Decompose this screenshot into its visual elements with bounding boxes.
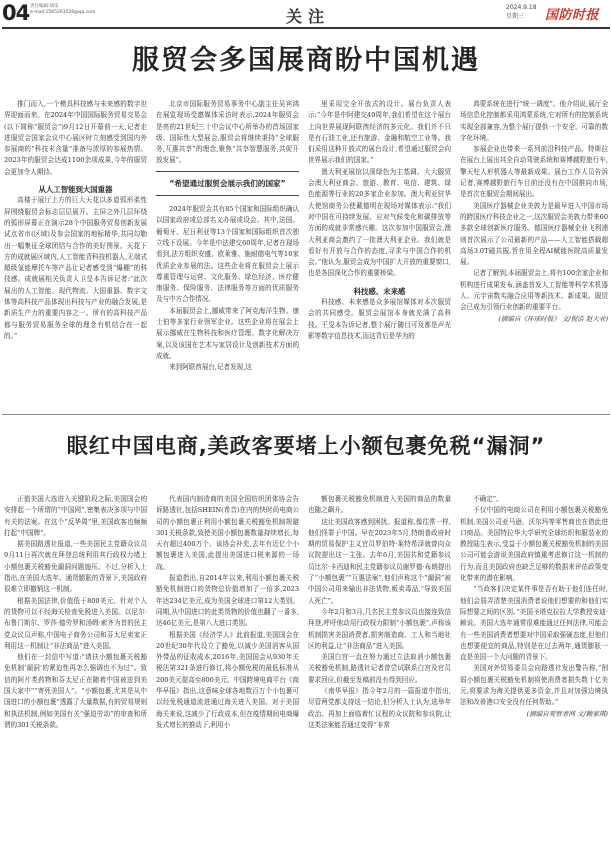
paragraph: 2024年服贸会共有85个国家和国际组织确认以国家政府或总部名义办展或设会。其中,法国、葡萄牙、尼日利亚等13个国家和国际组织首次独立线下设展。今年是中法建交60周年,记者在现场看到,法方组织安盛、欧莱雅、施耐德电气等10家优质企业参展的法。这些企业将在服贸会上展示尊重管理与运营、文化服务、绿色经济、医疗健康服务、保险服务、法律服务等方面的优质服务及与中方合作情况。 [156, 205, 299, 304]
paragraph: 今年2月和3月,几名民主党参议员也接连致信拜登,呼吁他动用行政权力限制“小额包裹”,声称该机制损害美国消费者,损害制造商、工人和当地社区的利益,让“非法商品”进入美国。 [308, 607, 451, 650]
paragraph: 不确定”。 [473, 495, 503, 503]
paragraph: 不仅中国的电商公司在利用小额包裹关税豁免机制,美国公司亚马逊、沃尔玛等零售商也在借此进口商品。美国特拉华大学研究全球纺织和服装业的教授陆生表示,受益于小额包裹关税豁免机制的美国公司可能会游说美国政府慎重考虑修订这一机制的行为,而且美国政府也缺乏足够的数据来评估政策变化带来的潜在影响。 [460, 506, 608, 583]
paragraph: 澳大利亚展馆以深绿色为主基调。大大服贸会澳大利亚商会、旅游、教育、电信、建筑、绿色能源等行业的20多家企业参加。澳大利亚驻华大使馆商务公使戴德明在现场对媒体表示:“我们对中国在可持续发展、应对气候变化和碳排放等方面的成就非常感兴趣。这次参加中国服贸会,澳大利亚商会邀约了一批澳大利亚企业。我们就是看好有开放与合作的态度,寻求与中国合作的机会。”他认为,服贸会成为中国扩大开放的重要窗口,也是各国深化合作的重要桥梁。 [308, 167, 451, 278]
page-header [0, 0, 612, 26]
article2-byline: (摘编自观察者网 文/赖家琪) [526, 709, 608, 718]
issue-date: 2024.9.18 [506, 4, 537, 11]
article1-byline: (摘编自《环球时报》 文/倪浩 赵大业) [498, 314, 608, 323]
paragraph: 推门而入,一个模具科技感与未来感的数字世界迎面而来。在2024年中国国际服务贸易交易会(以下简称“服贸会”)9月12日开幕前一天,记者走进服贸会国家会议中心展区时立刻感受到国内外参展商的“科技未含量”准备与浓厚的参展热情。2023年的服贸会达成1100余项成果,今年的服贸会更加令人期待。 [4, 100, 147, 176]
paragraph: 根据美国《经济学人》此前报道,美国国会在20世纪30年代设立了豁免,以减少美国消客从国外带品的征收成本,2016年,美国国会从930年关税法第321条进行修订,将小额免税的最低标准从200美元提高至800美元。中国跨境电商平台《商华早报》指出,这意味全球各地数百万个小包裹可以经免税通道流进通过海关进入美国。对于美国海关来说,这减少了行政成本,但在疫情期间电商爆发式增长的推动下,利用小 [156, 630, 299, 729]
paragraph: 据美国路透社报道,一些美国民主党籍众议员9月11日再次就在拜登总统利用其行政权力堵上小额包裹关税豁免漏洞问题施压。不过,分析人士指出,在美国大选年、通货膨胀的背景下,美国政府很难立即撤销这一机制。 [4, 540, 147, 594]
article1-callout: “希望通过服贸会展示我们的国家” [156, 171, 299, 196]
article2-column-4 [460, 494, 608, 840]
article1-column-1 [4, 99, 147, 404]
article2-column-1 [4, 494, 147, 840]
article1-column-3 [308, 99, 451, 404]
paragraph: 高楼于展厅上方的巨大天花以多道弧形柔性屏围绕服贸会标志层层展开。主屏之外几层环绕的弧形屏幕正在演示28个中国服务贸易创新发展试点省市(区域)及参会国家的地标精华,共同勾勒出一幅集征全球团结与合作的美好图景。天花下方的成就展区域内,人工智能背科技机器人,无端式超级氢能摩托车等产品让记者感受到“爆棚”的科技感。成就展相关负责人卫旻本告诉记者:“此次展出的人工智能、现代物流、大国重器、数字文体等高科技产品体现出科技与产业的融合发展,是新质生产力的重要内容之一。所有的高科技产品都与服务贸易服务全球的理念有机结合在一起的。” [4, 196, 147, 340]
page-number: 04 [2, 1, 30, 25]
paragraph: 里采用完全开放式的设计。展台负责人表示:“今年是中阿建交40周年,我们希望在这个展台上向世界展现阿联酋经济的多元化。我们并不只是有石油工业,还有旅游、金融和航空工业等。我们采用这种开放式的展台设计,希望通过服贸会向世界展示我们的国家。” [308, 100, 451, 165]
paragraph: 美国对外贸易委员会向路透社发出警告称,“削弱小额包裹关税豁免机制将使消费者损失数十亿美元,将要求为海关提供更多资金,并且对加强边境执法和改善港口安全没有任何帮助。” [460, 664, 608, 707]
paragraph: 记者了解到,本届服贸会上,将有100余家企业和机构进行成果发布,涵盖首发人工智能等科学术机器人、元宇宙数实融合应用等新技术、新成果。服贸会已成为引领行业创新的重要平台。 [460, 269, 608, 312]
editor-email: e-mail:1565263526@qq.com [30, 10, 96, 15]
article1-title: 服贸会多国展商盼中国机遇 [132, 45, 480, 76]
paragraph: 正值美国大选进入关键阶段之际,美国国会的安排起一个所谓的“中国网”,密集表决多项与中国有关的法案。在这个“反华周”里,美国政客也频频打起“中国牌”。 [4, 495, 147, 537]
header-rule [2, 27, 610, 29]
paragraph: 美国医疗器械企业美敦力是最早进入中国市场的跨国医疗科技企业之一,这次服贸会美敦力带来60多款全球创新医疗服务。德国医疗器械企业飞利浦则首次展示了公司最新的产品——人工智能搭载超高场3.0T磁共振,旨在用全程AI赋能医院高质量发展。 [460, 201, 608, 267]
paragraph: 来到阿联酋展台,记者发现,这 [169, 363, 252, 372]
paragraph: 根据美国法律,价值低于800美元、针对个人的货物可以不经海关检查免税进入美国。以尼尔·布鲁门斯尔、罗莎·德劳罗和汤姆·索齐为首的民主党众议员声称,中国电子商务公司和芬太尼卖家正利用这一机制让“非法商品”进入美国。 [4, 596, 147, 650]
paragraph: 北京市国际服务贸易事务中心副主任吴宾鸿在展览现场受邀媒体采访时表示,2024年服贸会是亮的21世纪三十中会议中心所举办的首场国家级、国际性大型展会,服贸会将继续秉持“全球服务,互惠共享”的理念,聚焦“共享智慧服务,共促开放发展”。 [156, 100, 299, 165]
article2-column-2 [156, 494, 299, 840]
paragraph: 本届服贸会上,挪威带来了阿克海洋生物、康士伯等多家行业领军企业。这些企业将在展会上展示挪威在生物科技和医疗管理、数字化解决方案,以及该国在艺术与家居设计及创新技术方面的成就。 [156, 306, 299, 360]
paragraph: 科技感、未来感是众多展馆媒体对本次服贸会的共同感受。服贸会展馆本身就充满了高科技。王旻本告诉记者,整个展厅随目可及都是声光影等数字信息技术,而这背后是华为的 [308, 298, 451, 340]
article1-subhead-1: 从人工智能到大国重器 [38, 185, 113, 195]
paragraph: 参展企业也带来一系列前沿科技产品。特斯拉在展台上展出其全自动驾驶系统和赛博越野旅行车,擎天柱人形机器人等最新成果。展台工作人员告诉记者,赛博越野旅行车目前还没有在中国推向市场,是首次在服贸会期间展出。 [460, 145, 608, 199]
paragraph: “当政客们决定某件事是否有助于他们连任时,他们会弱弄清楚美国消费者说他们想要的和他们实际想要之间的区别。”美国圣塔克拉拉大学教授安迪·赖说。美国大选年通常很难能通过任何法律,可能会有一些美国消费者想要对中国采取强硬态度,但他们也想要便宜的商品,特别是在过去两年,通货膨胀一直是美国一个大问题的背景下。 [460, 585, 608, 662]
paragraph: 这让美国政客感到困扰。报道称,像往常一样,他们怪罪于中国。早在2023年5月,特朗普政府时期的贸易保护主义官员罗伯特·莱特希泽就曾向众议院提出这一主张。去年6月,美国共和党籍参议员比尔·卡西迪和民主党籍参议员谢罗德·布朗提出了“小额包裹”“互惠法案”,他们声称这个“漏洞”被中国公司用来输出非法货物,贩卖毒品,“导致美国人死亡”。 [308, 517, 451, 605]
section-title: 关注 [286, 7, 331, 26]
article1-subhead-2: 科技感、未来感 [353, 286, 406, 296]
editor-info [30, 4, 95, 16]
article2-column-3 [308, 494, 451, 840]
article2-title: 眼红中国电商,美政客要堵上小额包裹免税“漏洞” [66, 434, 546, 458]
paragraph: 美国白宫一直在努力通过立法取消小额包裹关税豁免机制,路透社记者曾尝试联系白宫及官员要求回应,但截至发稿前没有得到回应。 [308, 653, 451, 684]
paragraph: 《南华早报》指今年2月的一篇报道中指出,尽管两党都支持这一结论,但分析人士认为,选举年政治、再加上面临着忙议程的众议院和参议院,让这类法案能否通过变得“非常 [308, 687, 451, 729]
article-divider [2, 414, 610, 415]
date-box [506, 3, 537, 21]
newspaper-logo: 国防时报 [545, 8, 600, 23]
paragraph: 代表国内制造商的美国全国纺织团体协会告诉路透社,包括SHEIN(希音)在内的快时尚电商公司的小额包裹正利用小额包裹关税豁免机制规避301关税条款,致使美国小额包裹数量持续增长,每天有超过400万个。该协会补充,去年有近亿个小额包裹进入美国,此提出美国进口税来源的一场战。 [156, 495, 299, 571]
article1-column-4 [460, 99, 608, 404]
editor-name: 责任编辑:胡乐 [30, 4, 59, 9]
paragraph: 他们在一封信中写道:“请扶小额包裹关税豁免机制‘漏洞’的紧迫性再怎么强调也不为过”。致信的阿片类药物和芬太尼正在随着中国被送到美国大家中”“寄死美国人”。“小额包裹,尤其是从中国进口的小额包裹”透露了大量数据,有的贸易规则和执法机制,例如美国有关“强迫劳动”的审查和所谓的301关税条款。 [4, 653, 147, 729]
paragraph: 鸿蒙系统在进行“统一调度”。他介绍说,展厅全场信息化控制都采用鸿蒙系统,它对所有的控制系统实现全部兼容,为整个展厅提供一个安全、可靠的数字化环境。 [460, 100, 608, 142]
issue-weekday: 星期三 [506, 13, 525, 20]
paragraph: 报道指出,自2014年以来,利用小额包裹关税豁免机制进口的货物总价值增加了一倍多,2023年达234亿美元,成为美国全球进口第12大类别。同期,从中国进口的此类货物的价值也翻了一番多,达46亿美元,是第八大进口类别。 [156, 574, 299, 628]
article1-column-2 [156, 99, 299, 404]
paragraph: 额包裹关税豁免机制进入美国的商品的数量也随之飙升。 [308, 495, 451, 515]
